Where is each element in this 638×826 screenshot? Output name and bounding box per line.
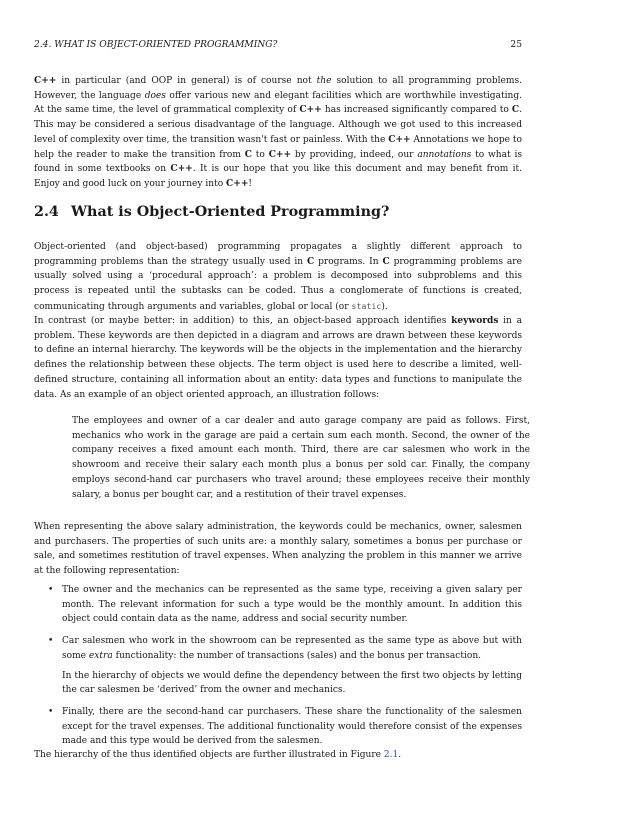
representation-list [34,583,522,756]
intro-paragraph: C++ in particular (and OOP in general) is of course not the solution to all programming problems. However, the language does offer various new and elegant facilities which are worthwhile investigating. At the same time, the level of grammatical complexity of C++ has increased significantly compared to C. This may be considered a serious disadvantage of the language. Although we got used to this increased level of complexity over time, the transition wasn't fast or painless. With the C++ Annotations we hope to help the reader to make the transition from C to C++ by providing, indeed, our annotations to what is found in some textbooks on C++. It is our hope that you like this document and may benefit from it. Enjoy and good luck on your journey into C++! [34,76,523,189]
list-item: • Finally, there are the second-hand car purchasers. These share the functionality of the salesmen except for the travel expenses. The additional functionality would therefore consist of the expenses made and this type would be derived from the salesmen. [48,706,522,747]
example-quote: The employees and owner of a car dealer and auto garage company are paid as follows. First, mechanics who work in the garage are paid a certain sum each month. Second, the owner of the company receives a fixed amount each month. Third, there are car salesmen who work in the showroom and receive their salary each month plus a bonus per sold car. Finally, the company employs second-hand car purchasers who travel around; these employees receive their monthly salary, a bonus per bought car, and a restitution of their travel expenses. [72,416,530,500]
bullet-icon: • [48,706,54,717]
section-title: What is Object-Oriented Programming? [71,204,390,220]
section-number: 2.4 [34,204,59,220]
list-item: • The owner and the mechanics can be represented as the same type, receiving a given salary per month. The relevant information for such a type would be the monthly amount. In addition this object could contain data as the name, address and social security number. [48,585,522,625]
list-item: • Car salesmen who work in the showroom can be represented as the same type as above but with some extra functionality: the number of transactions (sales) and the bonus per transaction. In the hierarchy of objects we would define the dependency between the first two objects by letting the car salesmen be ‘derived’ from the owner and mechanics. [34,634,522,698]
bullet-icon: • [48,585,54,595]
paragraph-object-based-approach: In contrast (or maybe better: in addition) to this, an object-based approach identifies keywords in a problem. These keywords are then depicted in a diagram and arrows are drawn between these keywords to define an internal hierarchy. The keywords will be the objects in the implementation and the hierarchy defines the relationship between these objects. The term object is used here to describe a limited, well-defined structure, containing all information about an entity: data types and functions to manipulate the data. As an example of an object oriented approach, an illustration follows: [34,316,522,400]
static-keyword: static [351,300,382,311]
running-header [34,40,522,50]
closing-paragraph: The hierarchy of the thus identified objects are further illustrated in Figure 2.1. [34,750,402,760]
page-number: 25 [510,40,522,50]
figure-link[interactable]: 2.1 [383,750,399,760]
bullet-icon: • [48,636,54,647]
paragraph-procedural-approach: Object-oriented (and object-based) programming propagates a slightly different approach to programming problems than the strategy usually used in C programs. In C programming problems are usually solved using a ‘procedural approach’: a problem is decomposed into subproblems and this process is repeated until the subtasks can be coded. Thus a conglomerate of functions is created, communicating through arguments and variables, global or local (or static). [34,242,522,312]
section-heading [34,204,389,220]
paragraph-representation: When representing the above salary administration, the keywords could be mechanics, owner, salesmen and purchasers. The properties of such units are: a monthly salary, sometimes a bonus per purchase or sale, and sometimes restitution of travel expenses. When analyzing the problem in this manner we arrive at the following representation: [34,522,522,577]
list-item-note: In the hierarchy of objects we would define the dependency between the first two objects by letting the car salesmen be ‘derived’ from the owner and mechanics. [62,670,522,696]
header-section-title: 2.4. WHAT IS OBJECT-ORIENTED PROGRAMMING? [34,40,278,50]
